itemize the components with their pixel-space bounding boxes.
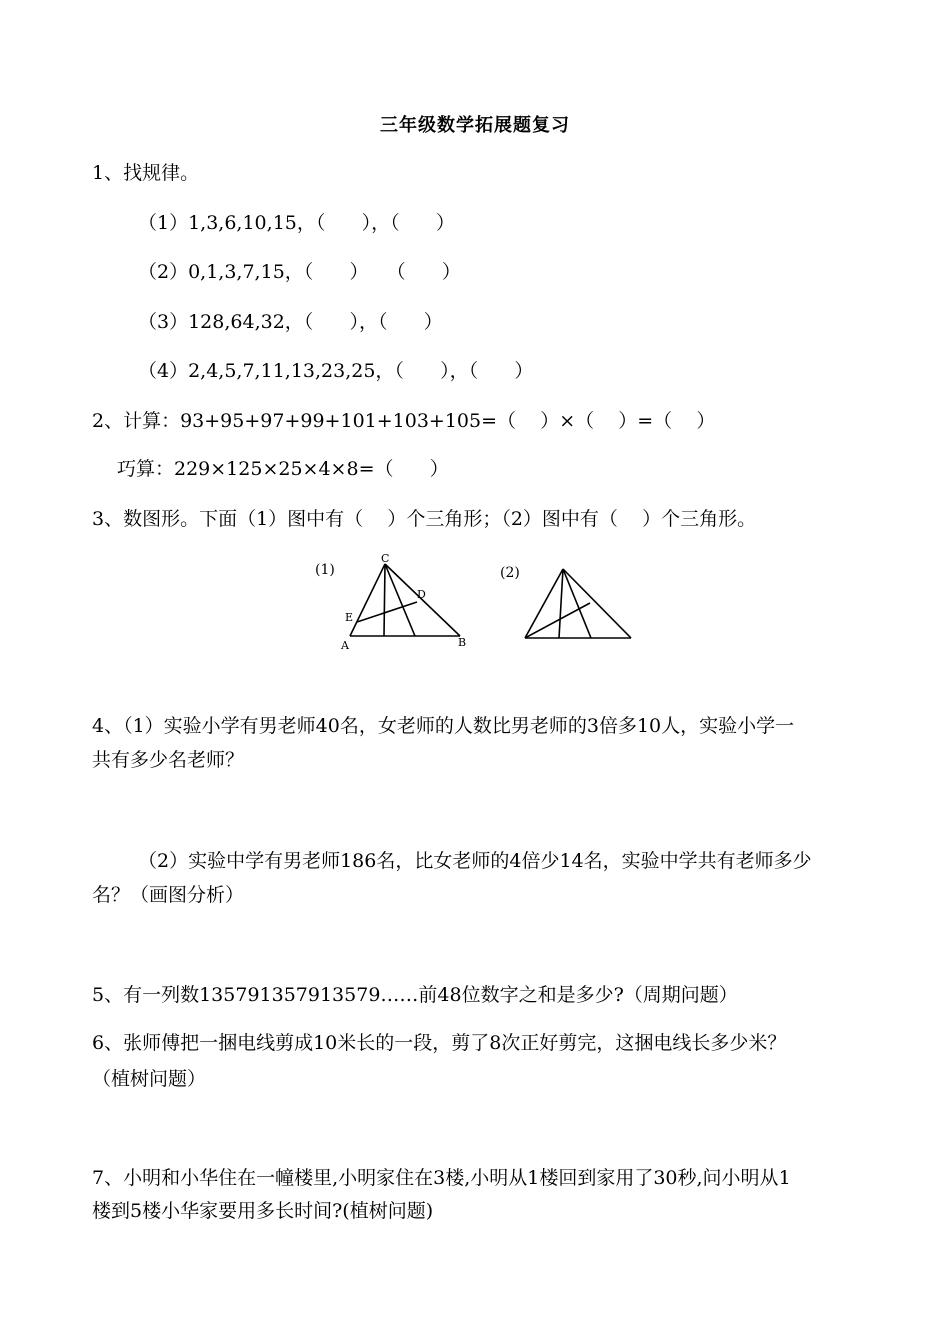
q7-line2: 楼到5楼小华家要用多长时间?(植树问题) xyxy=(92,1200,434,1222)
q1-item-2: （2）0,1,3,7,15，（ ） （ ） xyxy=(138,261,461,283)
point-label-d: D xyxy=(417,588,426,601)
q4-part1-line1: 4、（1）实验小学有男老师40名，女老师的人数比男老师的3倍多10人，实验小学一 xyxy=(92,715,795,737)
point-label-e: E xyxy=(345,611,354,624)
point-label-b: B xyxy=(458,636,467,649)
q4-part1-line2: 共有多少名老师？ xyxy=(92,749,245,771)
page-title: 三年级数学拓展题复习 xyxy=(380,115,570,136)
q1-heading: 1、找规律。 xyxy=(92,162,200,184)
q5-text: 5、有一列数135791357913579……前48位数字之和是多少?（周期问题） xyxy=(92,984,738,1006)
figure-2-label: (2) xyxy=(500,565,520,581)
q7-line1: 7、小明和小华住在一幢楼里,小明家住在3楼,小明从1楼回到家用了30秒,问小明从1 xyxy=(92,1167,791,1189)
q1-item-3: （3）128,64,32，（ ），（ ） xyxy=(138,311,443,333)
q4-part2-line2: 名？（画图分析） xyxy=(92,884,245,906)
point-label-a: A xyxy=(341,639,349,652)
q4-part2-line1: （2）实验中学有男老师186名，比女老师的4倍少14名，实验中学共有老师多少 xyxy=(138,850,812,872)
q3-text: 3、数图形。下面（1）图中有（ ）个三角形；（2）图中有（ ）个三角形。 xyxy=(92,508,757,530)
q2-clever-calc: 巧算：229×125×25×4×8=（ ） xyxy=(117,458,449,480)
q1-item-1: （1）1,3,6,10,15，（ ），（ ） xyxy=(138,212,455,234)
q2-calculation: 2、计算：93+95+97+99+101+103+105=（ ）×（ ）=（ ） xyxy=(92,410,716,432)
figure-1-label: (1) xyxy=(315,562,335,578)
point-label-c: C xyxy=(381,552,390,565)
triangle-figure-2 xyxy=(490,555,640,655)
triangle-figure-1 xyxy=(300,550,490,660)
q6-line2: （植树问题） xyxy=(92,1068,207,1090)
q1-item-4: （4）2,4,5,7,11,13,23,25，（ ），（ ） xyxy=(138,360,534,382)
q6-line1: 6、张师傅把一捆电线剪成10米长的一段，剪了8次正好剪完，这捆电线长多少米？ xyxy=(92,1032,787,1054)
